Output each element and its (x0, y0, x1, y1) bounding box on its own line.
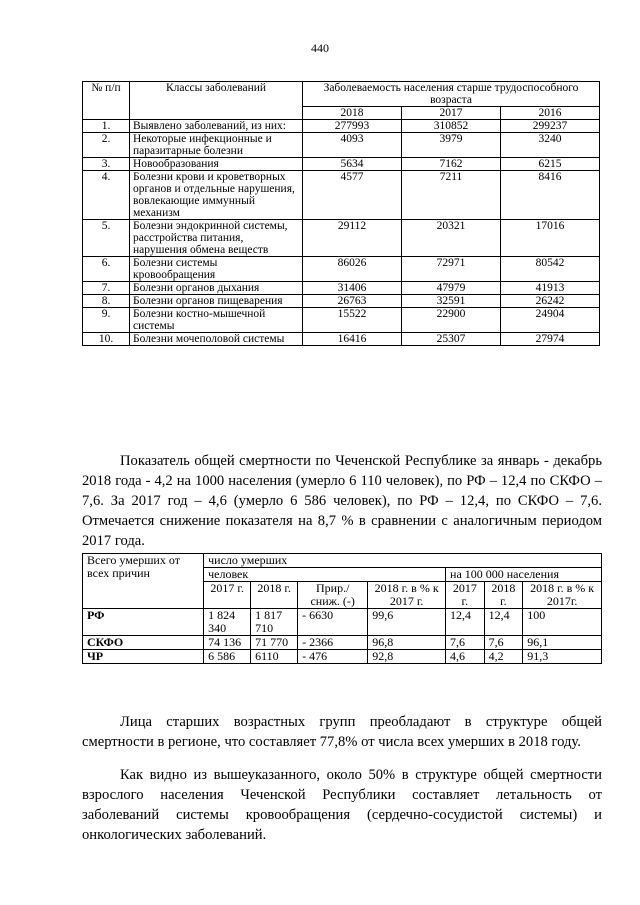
morbidity-table (82, 81, 600, 346)
header-col: 2018 г. (251, 582, 298, 609)
table-row (83, 158, 600, 171)
table-row (83, 220, 600, 257)
value-cell: 96,8 (368, 636, 446, 650)
header-incidence: Заболеваемость населения старше трудоспособного возраста (303, 82, 600, 107)
row-number: 3. (83, 158, 130, 171)
value-cell: 41913 (501, 282, 600, 295)
value-cell: 6 586 (204, 650, 251, 664)
value-cell: 96,1 (523, 636, 602, 650)
value-cell: 20321 (402, 220, 501, 257)
row-number: 9. (83, 308, 130, 333)
table-row (83, 636, 602, 650)
conclusion-paragraph: Как видно из вышеуказанного, около 50% в структуре общей смертности взрослого населения Чеченской Республики составляет летальность от заболеваний системы кровообращения (сердечно-сосудистой системы) и онкологических заболеваний. (82, 767, 602, 843)
mortality-table (82, 553, 602, 664)
value-cell: - 2366 (298, 636, 368, 650)
header-year: 2018 (303, 107, 402, 120)
header-col: 2018 г. в % к 2017 г. (368, 582, 446, 609)
disease-class: Новообразования (130, 158, 303, 171)
value-cell: 80542 (501, 257, 600, 282)
table-row (83, 650, 602, 664)
disease-class: Болезни органов пищеварения (130, 295, 303, 308)
disease-class: Болезни эндокринной системы, расстройства питания, нарушения обмена веществ (130, 220, 303, 257)
row-number: 8. (83, 295, 130, 308)
value-cell: 26763 (303, 295, 402, 308)
value-cell: 8416 (501, 171, 600, 220)
value-cell: 47979 (402, 282, 501, 295)
table-row (83, 308, 600, 333)
value-cell: 16416 (303, 333, 402, 346)
table-row (83, 257, 600, 282)
disease-class: Болезни костно-мышечной системы (130, 308, 303, 333)
value-cell: 91,3 (523, 650, 602, 664)
row-number: 4. (83, 171, 130, 220)
table-row (83, 171, 600, 220)
value-cell: 299237 (501, 120, 600, 133)
table-row (83, 295, 600, 308)
value-cell: 17016 (501, 220, 600, 257)
disease-class: Выявлено заболеваний, из них: (130, 120, 303, 133)
header-col: 2018 г. в % к 2017г. (523, 582, 602, 609)
value-cell: 7162 (402, 158, 501, 171)
header-per100k: на 100 000 населения (446, 568, 602, 582)
value-cell: 310852 (402, 120, 501, 133)
row-number: 6. (83, 257, 130, 282)
header-col: 2017 г. (204, 582, 251, 609)
value-cell: 32591 (402, 295, 501, 308)
value-cell: 99,6 (368, 609, 446, 636)
value-cell: 4,6 (446, 650, 485, 664)
elderly-paragraph: Лица старших возрастных групп преобладают в структуре общей смертности в регионе, что составляет 77,8% от числа всех умерших в 2018 году. (82, 714, 602, 750)
value-cell: 74 136 (204, 636, 251, 650)
value-cell: 1 817 710 (251, 609, 298, 636)
value-cell: 7,6 (446, 636, 485, 650)
value-cell: 72971 (402, 257, 501, 282)
table-row (83, 282, 600, 295)
value-cell: 15522 (303, 308, 402, 333)
header-classes: Классы заболеваний (130, 82, 303, 120)
row-number: 10. (83, 333, 130, 346)
row-number: 5. (83, 220, 130, 257)
value-cell: 25307 (402, 333, 501, 346)
value-cell: 31406 (303, 282, 402, 295)
value-cell: 6215 (501, 158, 600, 171)
value-cell: 7,6 (484, 636, 523, 650)
table-header-row (83, 82, 600, 107)
value-cell: 6110 (251, 650, 298, 664)
value-cell: - 6630 (298, 609, 368, 636)
region-label: ЧР (83, 650, 204, 664)
value-cell: 4093 (303, 133, 402, 158)
disease-class: Некоторые инфекционные и паразитарные болезни (130, 133, 303, 158)
value-cell: 3979 (402, 133, 501, 158)
header-total: Всего умерших от всех причин (83, 554, 204, 609)
value-cell: 5634 (303, 158, 402, 171)
table-row (83, 609, 602, 636)
value-cell: 12,4 (446, 609, 485, 636)
value-cell: 4,2 (484, 650, 523, 664)
disease-class: Болезни крови и кроветворных органов и отдельные нарушения, вовлекающие иммунный механизм (130, 171, 303, 220)
value-cell: 7211 (402, 171, 501, 220)
value-cell: 86026 (303, 257, 402, 282)
header-deaths: число умерших (204, 554, 602, 568)
disease-class: Болезни органов дыхания (130, 282, 303, 295)
value-cell: 4577 (303, 171, 402, 220)
value-cell: 1 824 340 (204, 609, 251, 636)
row-number: 1. (83, 120, 130, 133)
value-cell: 27974 (501, 333, 600, 346)
mortality-paragraph: Показатель общей смертности по Чеченской Республике за январь - декабрь 2018 года - 4,2 на 1000 населения (умерло 6 110 человек), по РФ – 12,4 по СКФО – 7,6. За 2017 год – 4,6 (умерло 6 586 человек), по РФ – 12,4, по СКФО – 7,6. Отмечается снижение показателя на 8,7 % в сравнении с аналогичным периодом 2017 года. (82, 453, 602, 549)
header-num: № п/п (83, 82, 130, 120)
header-col: Прир./ сниж. (-) (298, 582, 368, 609)
value-cell: 92,8 (368, 650, 446, 664)
value-cell: 12,4 (484, 609, 523, 636)
value-cell: 26242 (501, 295, 600, 308)
disease-class: Болезни системы кровообращения (130, 257, 303, 282)
value-cell: 29112 (303, 220, 402, 257)
value-cell: 71 770 (251, 636, 298, 650)
header-year: 2016 (501, 107, 600, 120)
value-cell: - 476 (298, 650, 368, 664)
page-number: 440 (311, 41, 329, 55)
table-header-row (83, 554, 602, 568)
value-cell: 100 (523, 609, 602, 636)
row-number: 7. (83, 282, 130, 295)
value-cell: 24904 (501, 308, 600, 333)
table-row (83, 333, 600, 346)
header-year: 2017 (402, 107, 501, 120)
header-col: 2018 г. (484, 582, 523, 609)
region-label: СКФО (83, 636, 204, 650)
row-number: 2. (83, 133, 130, 158)
region-label: РФ (83, 609, 204, 636)
table-row (83, 120, 600, 133)
header-col: 2017 г. (446, 582, 485, 609)
table-row (83, 133, 600, 158)
value-cell: 3240 (501, 133, 600, 158)
value-cell: 277993 (303, 120, 402, 133)
value-cell: 22900 (402, 308, 501, 333)
disease-class: Болезни мочеполовой системы (130, 333, 303, 346)
header-persons: человек (204, 568, 446, 582)
